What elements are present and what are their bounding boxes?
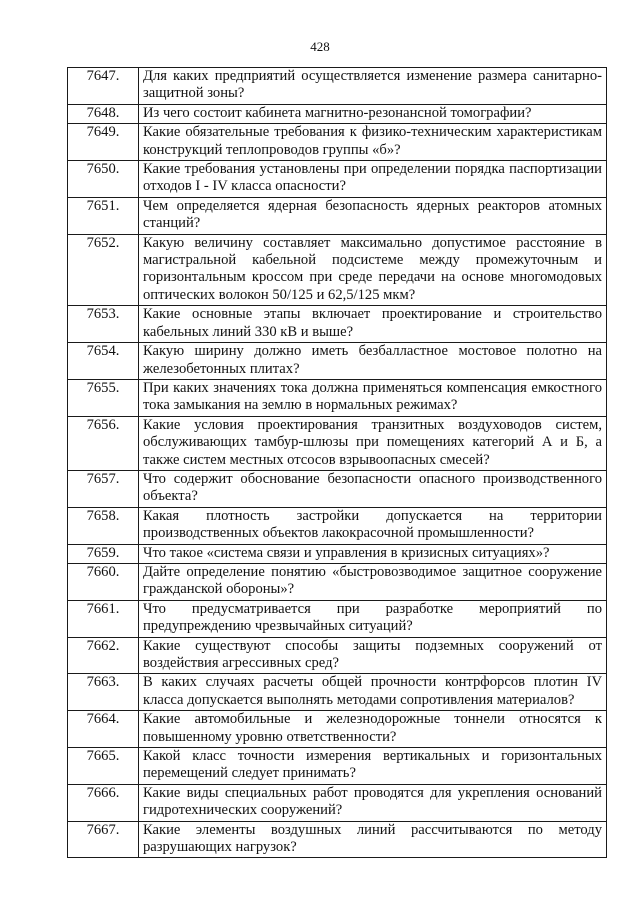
question-row: [68, 470, 607, 507]
question-text: Какая плотность застройки допускается на территории производственных объектов лакокрасочной промышленности?: [139, 507, 607, 544]
question-row: [68, 821, 607, 858]
question-row: [68, 104, 607, 123]
question-number: 7649.: [68, 124, 139, 161]
question-number: 7650.: [68, 161, 139, 198]
question-number: 7661.: [68, 600, 139, 637]
question-text: Что такое «система связи и управления в кризисных ситуациях»?: [139, 544, 607, 563]
question-row: [68, 197, 607, 234]
question-number: 7659.: [68, 544, 139, 563]
question-text: Для каких предприятий осуществляется изменение размера санитарно-защитной зоны?: [139, 68, 607, 105]
question-text: Чем определяется ядерная безопасность ядерных реакторов атомных станций?: [139, 197, 607, 234]
question-number: 7660.: [68, 563, 139, 600]
question-text: Какие обязательные требования к физико-техническим характеристикам конструкций теплопроводов группы «б»?: [139, 124, 607, 161]
question-row: [68, 234, 607, 306]
question-row: [68, 784, 607, 821]
question-row: [68, 379, 607, 416]
question-number: 7665.: [68, 748, 139, 785]
question-text: Какие виды специальных работ проводятся для укрепления оснований гидротехнических сооружений?: [139, 784, 607, 821]
question-text: При каких значениях тока должна применяться компенсация емкостного тока замыкания на землю в нормальных режимах?: [139, 379, 607, 416]
question-text: Из чего состоит кабинета магнитно-резонансной томографии?: [139, 104, 607, 123]
question-number: 7652.: [68, 234, 139, 306]
question-row: [68, 507, 607, 544]
question-number: 7651.: [68, 197, 139, 234]
question-row: [68, 124, 607, 161]
question-number: 7657.: [68, 470, 139, 507]
question-number: 7648.: [68, 104, 139, 123]
question-row: [68, 748, 607, 785]
questions-table: [67, 67, 607, 858]
question-text: Что предусматривается при разработке мероприятий по предупреждению чрезвычайных ситуаций?: [139, 600, 607, 637]
question-row: [68, 711, 607, 748]
question-text: Что содержит обоснование безопасности опасного производственного объекта?: [139, 470, 607, 507]
question-row: [68, 68, 607, 105]
question-row: [68, 343, 607, 380]
question-text: Какие условия проектирования транзитных воздуховодов систем, обслуживающих тамбур-шлюзы при помещениях категорий А и Б, а также систем местных отсосов взрывоопасных смесей?: [139, 416, 607, 470]
question-row: [68, 544, 607, 563]
question-text: Какой класс точности измерения вертикальных и горизонтальных перемещений следует принимать?: [139, 748, 607, 785]
question-number: 7663.: [68, 674, 139, 711]
question-text: Дайте определение понятию «быстровозводимое защитное сооружение гражданской обороны»?: [139, 563, 607, 600]
question-number: 7655.: [68, 379, 139, 416]
question-row: [68, 600, 607, 637]
question-row: [68, 563, 607, 600]
question-text: В каких случаях расчеты общей прочности контрфорсов плотин IV класса допускается выполнять методами сопротивления материалов?: [139, 674, 607, 711]
question-row: [68, 637, 607, 674]
question-number: 7656.: [68, 416, 139, 470]
question-number: 7658.: [68, 507, 139, 544]
question-text: Какую ширину должно иметь безбалластное мостовое полотно на железобетонных плитах?: [139, 343, 607, 380]
question-text: Какие требования установлены при определении порядка паспортизации отходов I - IV класса опасности?: [139, 161, 607, 198]
question-text: Какую величину составляет максимально допустимое расстояние в магистральной кабельной подсистеме между промежуточным и горизонтальным кроссом при среде передачи на основе многомодовых оптических волокон 50/125 и 62,5/125 мкм?: [139, 234, 607, 306]
question-row: [68, 416, 607, 470]
question-number: 7647.: [68, 68, 139, 105]
question-text: Какие элементы воздушных линий рассчитываются по методу разрушающих нагрузок?: [139, 821, 607, 858]
question-number: 7662.: [68, 637, 139, 674]
question-row: [68, 161, 607, 198]
question-number: 7667.: [68, 821, 139, 858]
page-number: 428: [310, 39, 330, 54]
question-number: 7653.: [68, 306, 139, 343]
question-row: [68, 306, 607, 343]
question-text: Какие существуют способы защиты подземных сооружений от воздействия агрессивных сред?: [139, 637, 607, 674]
question-text: Какие автомобильные и железнодорожные тоннели относятся к повышенному уровню ответственности?: [139, 711, 607, 748]
question-number: 7664.: [68, 711, 139, 748]
question-text: Какие основные этапы включает проектирование и строительство кабельных линий 330 кВ и выше?: [139, 306, 607, 343]
question-row: [68, 674, 607, 711]
question-number: 7654.: [68, 343, 139, 380]
question-number: 7666.: [68, 784, 139, 821]
